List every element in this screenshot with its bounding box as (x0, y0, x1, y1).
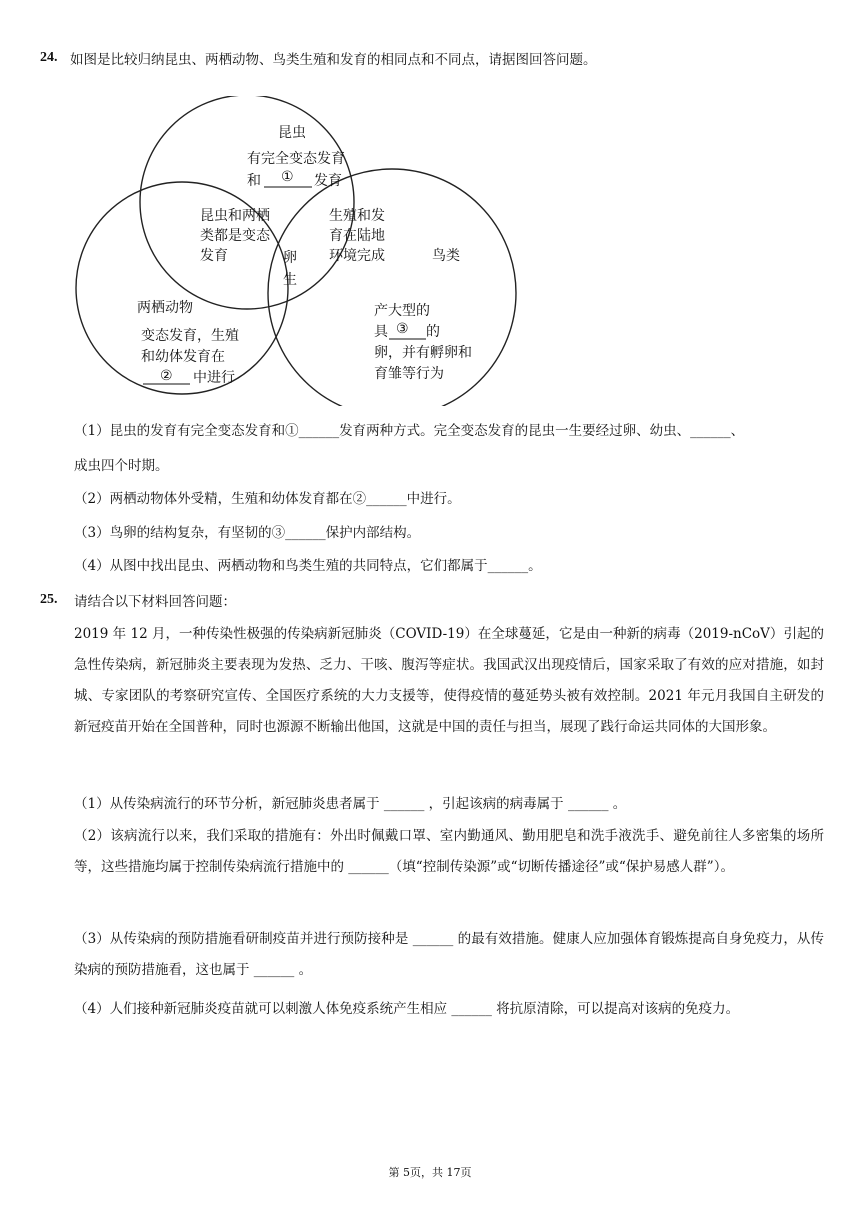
question-25-stem: 请结合以下材料回答问题： (74, 594, 236, 610)
q25-sub4: （4）人们接种新冠肺炎疫苗就可以刺激人体免疫系统产生相应 ______ 将抗原清除，可以提高对该病的免疫力。 (74, 1001, 740, 1017)
bird-line-2: 具 (374, 324, 388, 340)
overlap-ib-line-2: 育在陆地 (329, 228, 385, 244)
venn-diagram (70, 96, 530, 406)
q25-material: 2019 年 12 月，一种传染性极强的传染病新冠肺炎（COVID-19）在全球蔓延，它是由一种新的病毒（2019-nCoV）引起的急性传染病，新冠肺炎主要表现为发热、乏力、干咳、腹泻等症状。我国武汉出现疫情后，国家采取了有效的应对措施，如封城、专家团队的考察研究宣传、全国医疗系统的大力支援等，使得疫情的蔓延势头被有效控制。2021 年元月我国自主研发的新冠疫苗开始在全国普种，同时也源源不断输出他国，这就是中国的责任与担当，展现了践行命运共同体的大国形象。 (74, 626, 824, 735)
q24-sub4: （4）从图中找出昆虫、两栖动物和鸟类生殖的共同特点，它们都属于______。 (74, 558, 542, 574)
question-24-stem: 如图是比较归纳昆虫、两栖动物、鸟类生殖和发育的相同点和不同点，请据图回答问题。 (70, 52, 597, 68)
overlap-ia-line-2: 类都是变态 (200, 228, 270, 244)
question-number-25: 25. (40, 592, 58, 607)
q24-sub1-line-2: 成虫四个时期。 (74, 458, 169, 474)
q24-sub1-line-1: （1）昆虫的发育有完全变态发育和①______发育两种方式。完全变态发育的昆虫一生要经过卵、幼虫、______、 (74, 423, 745, 439)
bird-line-1: 产大型的 (374, 303, 430, 319)
q25-sub1: （1）从传染病流行的环节分析，新冠肺炎患者属于 ______ ，引起该病的病毒属于 ______ 。 (74, 796, 627, 812)
insect-line-2-tail: 发育 (314, 173, 342, 189)
center-line-1: 卵 (283, 250, 297, 266)
q24-sub2: （2）两栖动物体外受精，生殖和幼体发育都在②______中进行。 (74, 491, 461, 507)
bird-title: 鸟类 (432, 248, 460, 264)
blank-3-mark: ③ (396, 321, 409, 337)
overlap-ib-line-1: 生殖和发 (329, 208, 385, 224)
question-number-24: 24. (40, 50, 58, 65)
bird-line-3: 卵，并有孵卵和 (374, 345, 472, 361)
q24-sub3: （3）鸟卵的结构复杂，有坚韧的③______保护内部结构。 (74, 525, 421, 541)
overlap-ia-line-3: 发育 (200, 248, 228, 264)
amphibian-line-1: 变态发育，生殖 (141, 328, 239, 344)
insect-line-2: 和 (247, 173, 261, 189)
blank-1-mark: ① (281, 169, 294, 185)
page-footer: 第 5页，共 17页 (388, 1166, 472, 1179)
insect-title: 昆虫 (278, 125, 306, 141)
bird-line-4: 育雏等行为 (374, 366, 444, 382)
bird-line-2-tail: 的 (426, 324, 440, 340)
amphibian-title: 两栖动物 (137, 300, 193, 316)
insect-circle (140, 96, 354, 309)
insect-line-1: 有完全变态发育 (247, 151, 345, 167)
amphibian-line-3-tail: 中进行 (193, 370, 235, 386)
q25-sub2: （2）该病流行以来，我们采取的措施有：外出时佩戴口罩、室内勤通风、勤用肥皂和洗手液洗手、避免前往人多密集的场所等，这些措施均属于控制传染病流行措施中的 ______（填“控制传染源”或“切断传播途径”或“保护易感人群”）。 (74, 828, 824, 875)
q25-sub3: （3）从传染病的预防措施看研制疫苗并进行预防接种是 ______ 的最有效措施。健康人应加强体育锻炼提高自身免疫力，从传染病的预防措施看，这也属于 ______ 。 (74, 931, 824, 978)
overlap-ib-line-3: 环境完成 (329, 248, 385, 264)
blank-2-mark: ② (160, 368, 173, 384)
amphibian-line-2: 和幼体发育在 (141, 349, 225, 365)
center-line-2: 生 (283, 272, 297, 288)
overlap-ia-line-1: 昆虫和两栖 (200, 208, 270, 224)
